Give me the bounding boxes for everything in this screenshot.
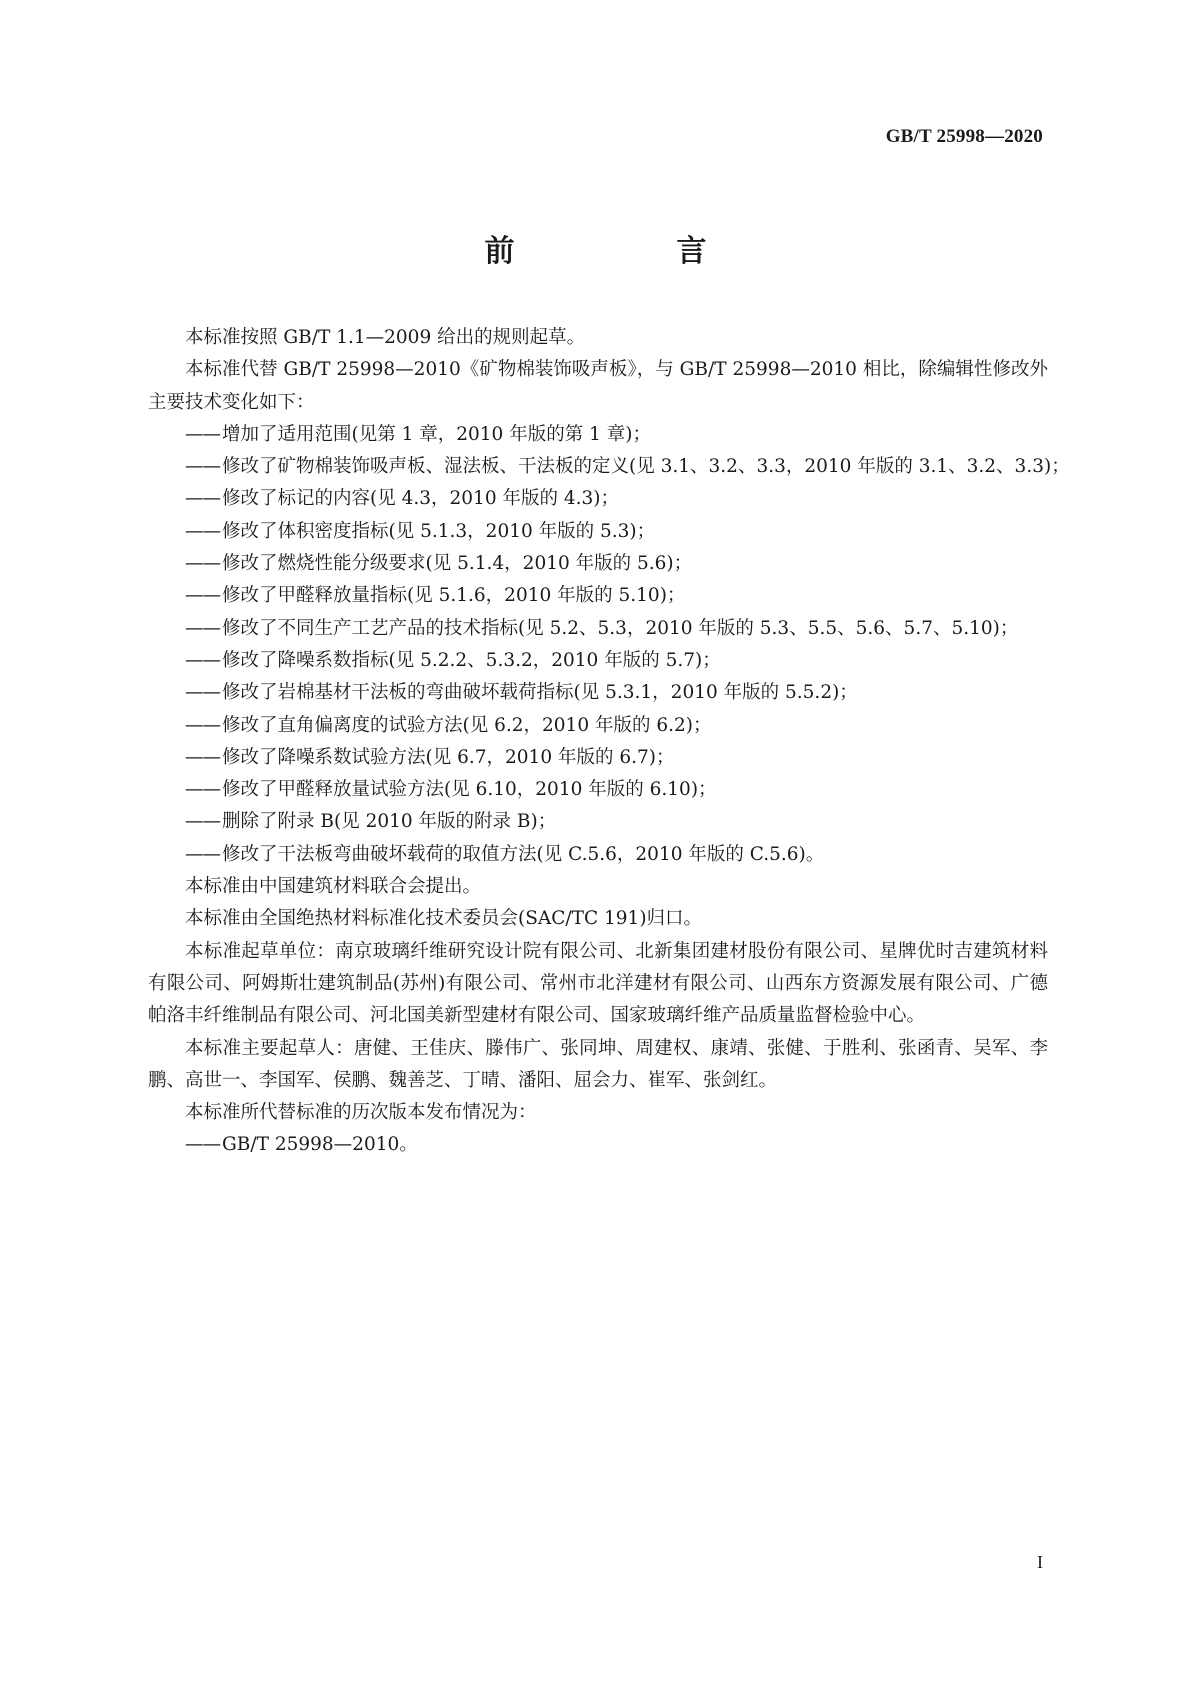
- em-dash: ——: [185, 682, 220, 704]
- em-dash: ——: [185, 585, 220, 607]
- em-dash: ——: [185, 520, 220, 542]
- paragraph-proposed-by: 本标准由中国建筑材料联合会提出。: [185, 876, 482, 898]
- em-dash: ——: [185, 456, 220, 478]
- em-dash: ——: [185, 811, 220, 833]
- list-item: —— 增加了适用范围(见第 1 章，2010 年版的第 1 章)；: [148, 419, 1048, 451]
- paragraph-drafting-rules: 本标准按照 GB/T 1.1—2009 给出的规则起草。: [185, 327, 586, 348]
- standard-code: GB/T 25998—2020: [885, 126, 1043, 147]
- page-number: I: [1037, 1552, 1043, 1572]
- list-item: —— 修改了体积密度指标(见 5.1.3，2010 年版的 5.3)；: [148, 516, 1048, 548]
- history-list: [148, 1129, 1048, 1161]
- em-dash: ——: [185, 617, 220, 639]
- em-dash: ——: [185, 423, 220, 445]
- page-title: 前 言: [484, 234, 741, 269]
- list-item: —— 修改了甲醛释放量试验方法(见 6.10，2010 年版的 6.10)；: [148, 774, 1048, 806]
- paragraph-replacement: 本标准代替 GB/T 25998—2010《矿物棉装饰吸声板》，与 GB/T 25998—2010 相比，除编辑性修改外主要技术变化如下：: [148, 359, 1048, 413]
- list-item: —— 修改了直角偏离度的试验方法(见 6.2，2010 年版的 6.2)；: [148, 710, 1048, 742]
- paragraph-version-history: 本标准所代替标准的历次版本发布情况为：: [185, 1102, 537, 1124]
- list-item: —— 修改了降噪系数指标(见 5.2.2、5.3.2，2010 年版的 5.7)；: [148, 645, 1048, 677]
- em-dash: ——: [185, 488, 220, 510]
- list-item: —— 修改了甲醛释放量指标(见 5.1.6，2010 年版的 5.10)；: [148, 580, 1048, 612]
- list-item: —— 修改了岩棉基材干法板的弯曲破坏载荷指标(见 5.3.1，2010 年版的 5.5.2)；: [148, 677, 1048, 709]
- em-dash: ——: [185, 779, 220, 801]
- foreword-body: [148, 322, 1070, 1162]
- paragraph-drafting-units: 本标准起草单位：南京玻璃纤维研究设计院有限公司、北新集团建材股份有限公司、星牌优时吉建筑材料有限公司、阿姆斯壮建筑制品(苏州)有限公司、常州市北洋建材有限公司、山西东方资源发展有限公司、广德帕洛丰纤维制品有限公司、河北国美新型建材有限公司、国家玻璃纤维产品质量监督检验中心。: [148, 940, 1048, 1027]
- em-dash: ——: [185, 1134, 220, 1156]
- list-item: —— 删除了附录 B(见 2010 年版的附录 B)；: [148, 806, 1048, 838]
- list-item: —— 修改了不同生产工艺产品的技术指标(见 5.2、5.3，2010 年版的 5.3、5.5、5.6、5.7、5.10)；: [148, 613, 1048, 645]
- paragraph-centralized-by: 本标准由全国绝热材料标准化技术委员会(SAC/TC 191)归口。: [185, 908, 703, 930]
- list-item: —— 修改了燃烧性能分级要求(见 5.1.4，2010 年版的 5.6)；: [148, 548, 1048, 580]
- em-dash: ——: [185, 746, 220, 768]
- em-dash: ——: [185, 649, 220, 671]
- list-item: —— 修改了降噪系数试验方法(见 6.7，2010 年版的 6.7)；: [148, 742, 1048, 774]
- em-dash: ——: [185, 843, 220, 865]
- list-item: —— 修改了干法板弯曲破坏载荷的取值方法(见 C.5.6，2010 年版的 C.5.6)。: [148, 839, 1048, 871]
- em-dash: ——: [185, 714, 220, 736]
- list-item: —— 修改了标记的内容(见 4.3，2010 年版的 4.3)；: [148, 483, 1048, 515]
- list-item: —— GB/T 25998—2010。: [148, 1129, 1048, 1161]
- em-dash: ——: [185, 553, 220, 575]
- list-item: —— 修改了矿物棉装饰吸声板、湿法板、干法板的定义(见 3.1、3.2、3.3，2010 年版的 3.1、3.2、3.3)；: [148, 451, 1048, 483]
- paragraph-drafters: 本标准主要起草人：唐健、王佳庆、滕伟广、张同坤、周建权、康靖、张健、于胜利、张函青、吴军、李鹏、高世一、李国军、侯鹏、魏善芝、丁晴、潘阳、屈会力、崔军、张剑红。: [148, 1037, 1048, 1091]
- changes-list: [148, 419, 1070, 871]
